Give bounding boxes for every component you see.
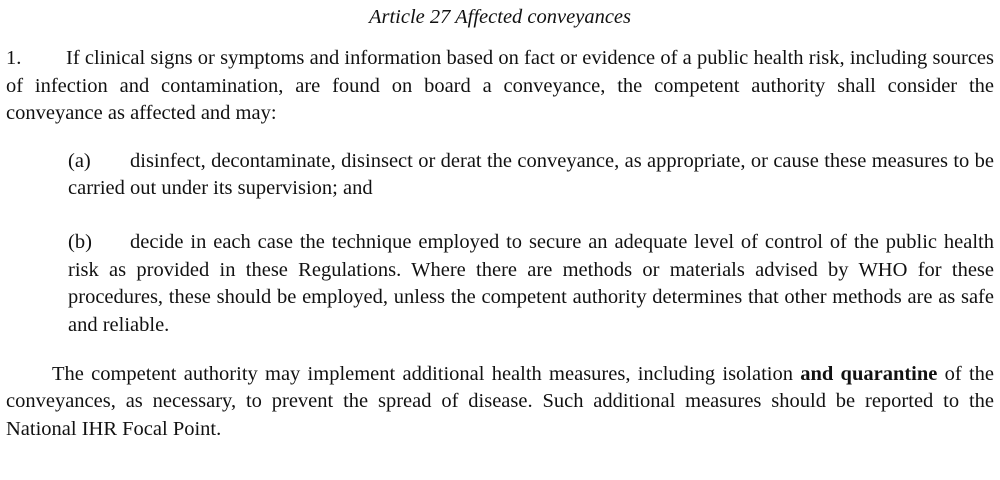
list-item-a [68,148,994,203]
paragraph-1 [6,45,994,127]
list-item-a-label: (a) [68,149,91,172]
list-item-b-text: decide in each case the technique employed to secure an adequate level of control of the public health risk as provided in these Regulations. Where there are methods or materials advised by WHO for these procedures, these should be employed, unless the competent authority determines that other methods are as safe and reliable. [68,231,994,336]
list-item-b [68,229,994,339]
list-item-a-text: disinfect, decontaminate, disinsect or derat the conveyance, as appropriate, or cause these measures to be carried out under its supervision; and [68,149,994,200]
paragraph-2-bold-text: and quarantine [800,363,938,386]
paragraph-2-text-start: The competent authority may implement additional health measures, including isolation [52,363,801,386]
article-title: Article 27 Affected conveyances [368,6,631,28]
paragraph-1-text: If clinical signs or symptoms and information based on fact or evidence of a public health risk, including sources of infection and contamination, are found on board a conveyance, the competent authority shall consider the conveyance as affected and may: [6,47,994,125]
list-item-b-label: (b) [68,231,92,254]
paragraph-2-text-end: of the conveyances, as necessary, to prevent the spread of disease. Such additional measures should be reported to the National IHR Focal Point. [6,363,995,440]
paragraph-1-number: 1. [6,47,22,70]
paragraph-2 [6,361,994,443]
